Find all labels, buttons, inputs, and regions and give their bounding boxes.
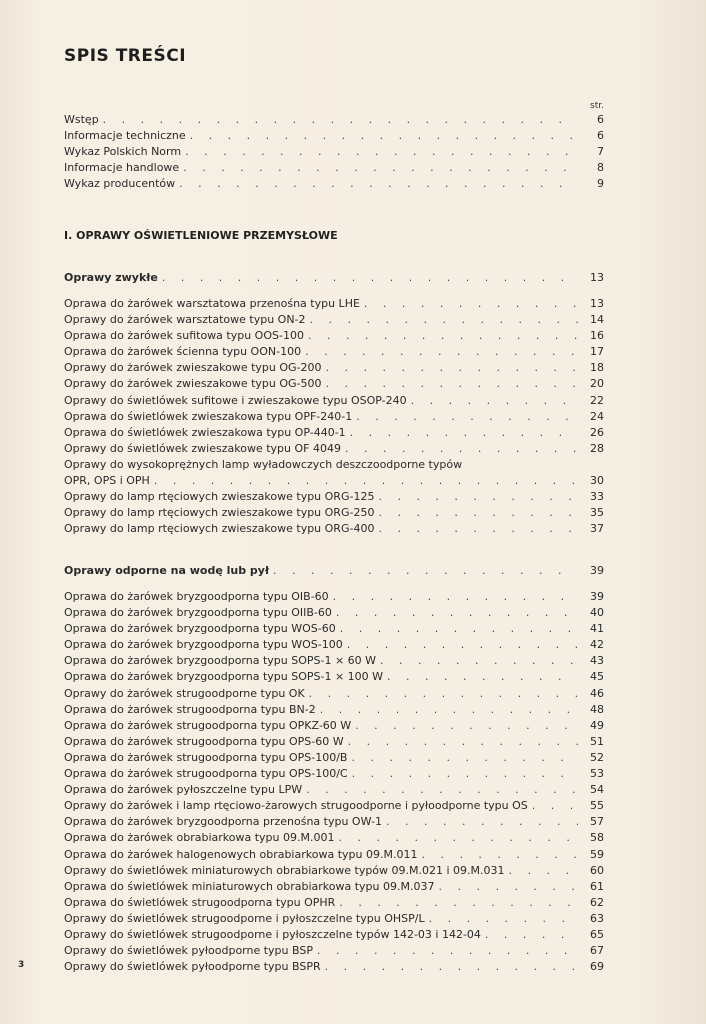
toc-entry-title: Informacje handlowe (64, 161, 180, 175)
toc-entry (64, 927, 604, 943)
toc-entry-title: Oprawy do świetlówek pyłoodporne typu BSPR (64, 960, 321, 974)
toc-entry-title: Oprawa do żarówek strugoodporna typu OPKZ-60 W (64, 718, 352, 732)
toc-entry (64, 344, 604, 360)
toc-entry-title: Oprawa do żarówek sufitowa typu OOS-100 (64, 329, 304, 343)
toc-entry-title: Oprawa do świetlówek zwieszakowa typu OPF-240-1 (64, 409, 353, 423)
toc-entry-title: OPR, OPS i OPH (64, 474, 150, 488)
toc-entry-title: Oprawa do świetlówek zwieszakowa typu OP-440-1 (64, 425, 346, 439)
toc-entry-page: 33 (590, 490, 604, 504)
toc-entry-page: 24 (590, 409, 604, 423)
dot-leader (438, 879, 578, 895)
toc-entry-page: 42 (590, 638, 604, 652)
dot-leader (183, 160, 578, 176)
toc-entry-page: 63 (590, 911, 604, 925)
toc-entry (64, 669, 604, 685)
dot-leader (190, 128, 578, 144)
toc-entry-page: 46 (590, 686, 604, 700)
dot-leader (333, 589, 578, 605)
toc-entry-title: Oprawa do żarówek obrabiarkowa typu 09.M.001 (64, 831, 335, 845)
dot-leader (429, 911, 578, 927)
toc-entry-title: Oprawy do lamp rtęciowych zwieszakowe typu ORG-400 (64, 522, 375, 536)
toc-entry (64, 425, 604, 441)
toc-entry (64, 847, 604, 863)
toc-entry-page: 52 (590, 750, 604, 764)
toc-entry-page: 59 (590, 847, 604, 861)
dot-leader (317, 943, 578, 959)
dot-leader (309, 686, 578, 702)
toc-entry-title: Oprawy zwykłe (64, 271, 158, 284)
toc-entry (64, 911, 604, 927)
toc-entry-title: Oprawa do żarówek halogenowych obrabiarkowa typu 09.M.011 (64, 847, 418, 861)
toc-entry-page: 40 (590, 606, 604, 620)
toc-entry (64, 589, 604, 605)
toc-entry (64, 441, 604, 457)
toc-entry-title: Oprawa do żarówek warsztatowa przenośna typu LHE (64, 297, 360, 310)
toc-entry-title: Oprawa do świetlówek miniaturowych obrabiarkowa typu 09.M.037 (64, 879, 435, 893)
toc-entry-title: Wstęp (64, 113, 99, 126)
toc-entry (64, 879, 604, 895)
dot-leader (320, 702, 578, 718)
toc-entry (64, 718, 604, 734)
toc-entry (64, 328, 604, 344)
dot-leader (345, 441, 578, 457)
dot-leader (364, 296, 578, 312)
toc-entry-title: Oprawy do lamp rtęciowych zwieszakowe typu ORG-250 (64, 506, 375, 520)
toc-entry-page: 28 (590, 441, 604, 455)
dot-leader (485, 927, 578, 943)
toc-entry-page: 37 (590, 522, 604, 536)
toc-entry-page: 35 (590, 506, 604, 520)
dot-leader (326, 360, 578, 376)
dot-leader (306, 782, 578, 798)
toc-entry (64, 376, 604, 392)
toc-entry-title: Oprawa do żarówek bryzgoodporna typu OIIB-60 (64, 606, 332, 620)
toc-entry-title: Oprawa do żarówek pyłoszczelne typu LPW (64, 783, 303, 797)
toc-entry (64, 457, 604, 473)
toc-entry (64, 409, 604, 425)
toc-entry-page: 58 (590, 831, 604, 845)
group2-heading (64, 563, 604, 579)
toc-entry-title: Oprawy do żarówek warsztatowe typu ON-2 (64, 313, 306, 327)
dot-leader (532, 798, 578, 814)
intro-toc (64, 112, 604, 192)
toc-entry-title: Oprawy do lamp rtęciowych zwieszakowe typu ORG-125 (64, 490, 375, 504)
toc-entry (64, 160, 604, 176)
dot-leader (380, 653, 578, 669)
dot-leader (305, 344, 578, 360)
dot-leader (356, 409, 578, 425)
toc-entry-title: Oprawy do żarówek strugoodporne typu OK (64, 686, 305, 700)
dot-leader (378, 505, 578, 521)
dot-leader (378, 521, 578, 537)
toc-entry (64, 312, 604, 328)
toc-entry (64, 734, 604, 750)
toc-entry-title: Oprawy odporne na wodę lub pył (64, 564, 270, 577)
toc-entry (64, 621, 604, 637)
toc-entry-title: Oprawa do świetlówek strugoodporna typu OPHR (64, 895, 336, 909)
toc-entry-title: Oprawy do żarówek zwieszakowe typu OG-200 (64, 361, 322, 375)
toc-entry-title: Oprawa do żarówek strugoodporna typu OPS-100/C (64, 767, 348, 781)
toc-entry-page: 6 (597, 129, 604, 143)
dot-leader (185, 144, 578, 160)
dot-leader (350, 425, 578, 441)
group2-toc (64, 589, 604, 975)
toc-entry-page: 62 (590, 895, 604, 909)
toc-entry (64, 782, 604, 798)
toc-entry-title: Oprawa do żarówek ścienna typu OON-100 (64, 345, 302, 359)
dot-leader (386, 814, 578, 830)
dot-leader (308, 328, 578, 344)
dot-leader (348, 734, 578, 750)
toc-entry-page: 49 (590, 718, 604, 732)
dot-leader (325, 959, 578, 975)
toc-entry-title: Oprawa do żarówek strugoodporna typu OPS-60 W (64, 734, 344, 748)
group1-heading (64, 270, 604, 286)
toc-entry-page: 60 (590, 863, 604, 877)
toc-entry (64, 863, 604, 879)
toc-entry-page: 13 (590, 271, 604, 284)
toc-entry (64, 563, 604, 579)
toc-entry-title: Oprawa do żarówek bryzgoodporna typu OIB-60 (64, 590, 329, 603)
toc-entry-page: 8 (597, 161, 604, 175)
dot-leader (103, 112, 578, 128)
toc-entry-title: Oprawa do żarówek bryzgoodporna typu WOS-100 (64, 638, 343, 652)
toc-entry-title: Oprawy do świetlówek strugoodporne i pyłoszczelne typów 142-03 i 142-04 (64, 927, 481, 941)
toc-entry (64, 489, 604, 505)
toc-entry (64, 521, 604, 537)
toc-entry-page: 43 (590, 654, 604, 668)
toc-entry (64, 830, 604, 846)
toc-entry-title: Oprawa do żarówek bryzgoodporna typu SOPS-1 × 60 W (64, 654, 377, 668)
toc-entry-title: Oprawy do żarówek zwieszakowe typu OG-500 (64, 377, 322, 391)
dot-leader (339, 895, 578, 911)
toc-entry-title: Informacje techniczne (64, 129, 186, 143)
toc-entry (64, 814, 604, 830)
toc-entry-title: Oprawy do świetlówek zwieszakowe typu OF 4049 (64, 441, 341, 455)
toc-entry-page: 7 (597, 145, 604, 159)
dot-leader (421, 847, 578, 863)
page-number: 3 (18, 960, 25, 970)
toc-entry-page: 6 (597, 113, 604, 126)
toc-entry-page: 61 (590, 879, 604, 893)
dot-leader (347, 637, 578, 653)
toc-entry-page: 13 (590, 297, 604, 310)
section-heading: I. OPRAWY OŚWIETLENIOWE PRZEMYSŁOWE (64, 229, 338, 242)
toc-entry-page: 39 (590, 590, 604, 603)
toc-entry (64, 702, 604, 718)
toc-entry (64, 959, 604, 975)
toc-entry-page: 53 (590, 767, 604, 781)
toc-entry-title: Wykaz Polskich Norm (64, 145, 182, 159)
dot-leader (336, 605, 578, 621)
toc-entry (64, 270, 604, 286)
toc-entry-title: Oprawa do żarówek strugoodporna typu BN-2 (64, 702, 316, 716)
dot-leader (179, 176, 578, 192)
toc-entry-title: Oprawa do żarówek bryzgoodporna przenośna typu OW-1 (64, 815, 382, 829)
toc-entry-page: 9 (597, 177, 604, 191)
toc-entry (64, 144, 604, 160)
dot-leader (351, 750, 578, 766)
toc-entry (64, 798, 604, 814)
toc-entry-page: 18 (590, 361, 604, 375)
toc-entry-title: Oprawa do żarówek strugoodporna typu OPS-100/B (64, 750, 348, 764)
dot-leader (387, 669, 578, 685)
toc-entry-page: 39 (590, 564, 604, 577)
toc-entry-page: 30 (590, 474, 604, 488)
toc-entry-page: 17 (590, 345, 604, 359)
toc-entry-page: 51 (590, 734, 604, 748)
toc-entry (64, 473, 604, 489)
dot-leader (411, 393, 578, 409)
toc-entry-page: 65 (590, 927, 604, 941)
toc-entry-page: 69 (590, 960, 604, 974)
dot-leader (355, 718, 578, 734)
toc-entry (64, 686, 604, 702)
toc-entry-page: 22 (590, 393, 604, 407)
toc-entry (64, 505, 604, 521)
toc-entry (64, 605, 604, 621)
toc-entry-title: Oprawy do wysokoprężnych lamp wyładowczych deszczoodporne typów (64, 457, 463, 471)
dot-leader (378, 489, 578, 505)
toc-entry-title: Oprawy do żarówek i lamp rtęciowo-żarowych strugoodporne i pyłoodporne typu OS (64, 799, 528, 813)
toc-entry (64, 360, 604, 376)
dot-leader (310, 312, 578, 328)
toc-entry-title: Oprawa do żarówek bryzgoodporna typu SOPS-1 × 100 W (64, 670, 384, 684)
toc-entry-page: 54 (590, 783, 604, 797)
dot-leader (154, 473, 578, 489)
toc-entry (64, 637, 604, 653)
toc-entry-title: Wykaz producentów (64, 177, 176, 191)
page-column-label: str. (590, 101, 604, 111)
toc-entry-page: 67 (590, 944, 604, 958)
toc-entry-page: 26 (590, 425, 604, 439)
toc-entry-title: Oprawa do żarówek bryzgoodporna typu WOS-60 (64, 622, 336, 636)
toc-entry (64, 176, 604, 192)
dot-leader (273, 563, 578, 579)
dot-leader (509, 863, 578, 879)
toc-entry (64, 653, 604, 669)
toc-entry-title: Oprawy do świetlówek sufitowe i zwieszakowe typu OSOP-240 (64, 393, 407, 407)
toc-entry-page: 48 (590, 702, 604, 716)
group1-toc (64, 296, 604, 537)
toc-entry-page: 41 (590, 622, 604, 636)
toc-entry (64, 112, 604, 128)
dot-leader (338, 830, 578, 846)
toc-entry (64, 296, 604, 312)
dot-leader (326, 376, 578, 392)
toc-entry-title: Oprawy do świetlówek strugoodporne i pyłoszczelne typu OHSP/L (64, 911, 425, 925)
toc-entry (64, 128, 604, 144)
toc-entry-page: 20 (590, 377, 604, 391)
dot-leader (162, 270, 578, 286)
toc-entry (64, 895, 604, 911)
dot-leader (340, 621, 578, 637)
toc-entry (64, 393, 604, 409)
toc-entry-title: Oprawy do świetlówek miniaturowych obrabiarkowe typów 09.M.021 i 09.M.031 (64, 863, 505, 877)
toc-entry (64, 766, 604, 782)
toc-entry (64, 750, 604, 766)
toc-entry-title: Oprawy do świetlówek pyłoodporne typu BSP (64, 944, 313, 958)
toc-entry-page: 57 (590, 815, 604, 829)
toc-entry-page: 55 (590, 799, 604, 813)
toc-entry (64, 943, 604, 959)
toc-entry-page: 16 (590, 329, 604, 343)
toc-entry-page: 14 (590, 313, 604, 327)
toc-entry-page: 45 (590, 670, 604, 684)
dot-leader (352, 766, 578, 782)
page-title: SPIS TREŚCI (64, 46, 187, 66)
